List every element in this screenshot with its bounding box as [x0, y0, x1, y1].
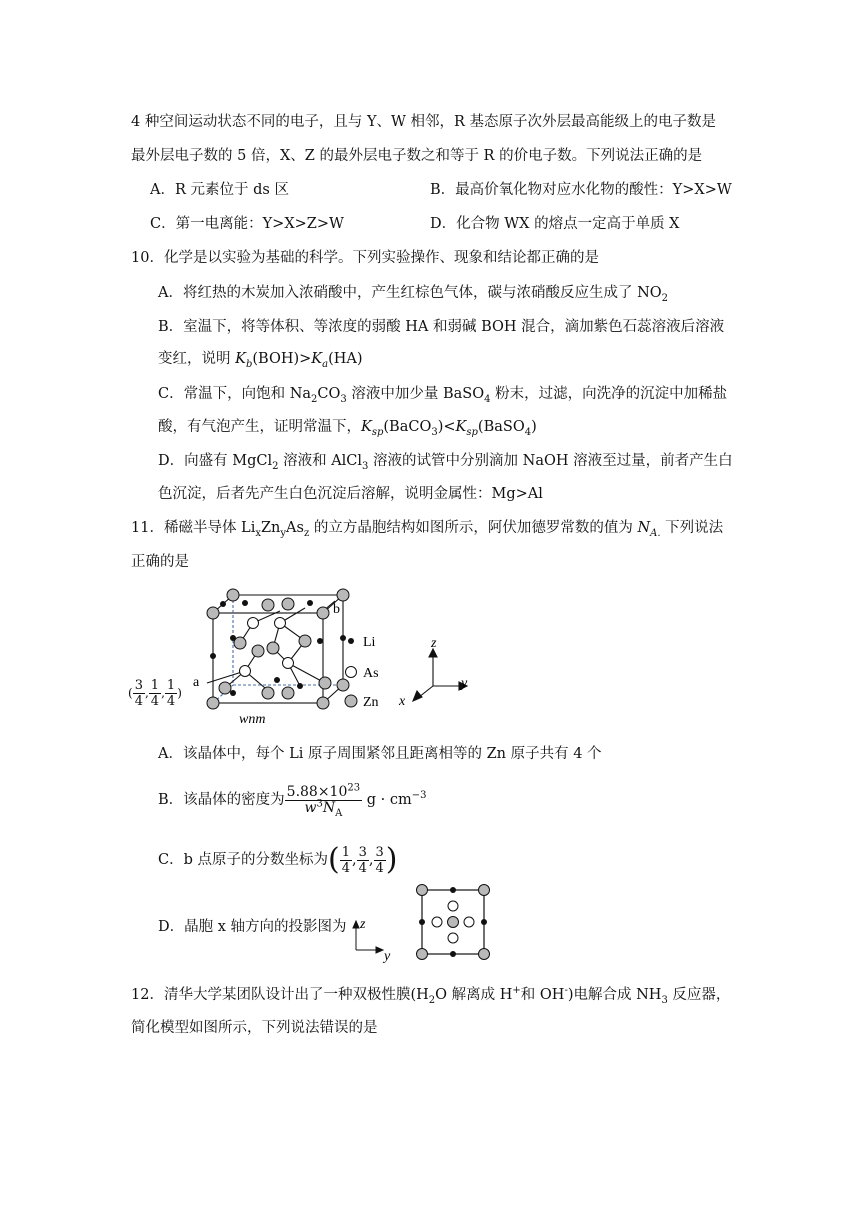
axis-x: x: [399, 694, 406, 709]
projection-diagram: [408, 882, 498, 966]
coord-a: ( $\frac{3}{4}$ , $\frac{1}{4}$ , $\frac{1}{4}$ ): [128, 678, 182, 709]
legend-zn: Zn: [363, 695, 379, 710]
q9-line1: 4 种空间运动状态不同的电子，且与 Y、W 相邻，R 基态原子次外层最高能级上的电子数是: [131, 114, 717, 130]
q10-option-b-line2: 变红，说明 $K_b(BOH)>K_a(HA)$: [158, 351, 363, 370]
q12-line2: 简化模型如图所示，下列说法错误的是: [131, 1020, 378, 1036]
label-a: a: [193, 675, 200, 690]
q11-stem-line1: 11．稀磁半导体 $Li_xZn_yAs_z$ 的立方晶胞结构如图所示，阿伏加德罗常数的值为 $N_{A.}$ 下列说法: [131, 520, 724, 539]
q10-option-b-line1: B．室温下，将等体积、等浓度的弱酸 HA 和弱碱 BOH 混合，滴加紫色石蕊溶液后溶液: [158, 319, 725, 335]
legend-as: As: [363, 666, 379, 681]
q9-option-d: D．化合物 WX 的熔点一定高于单质 X: [430, 216, 680, 232]
q9-option-c: C．第一电离能：Y>X>Z>W: [150, 216, 344, 232]
q10-stem: 10．化学是以实验为基础的科学。下列实验操作、现象和结论都正确的是: [131, 250, 599, 266]
q11-stem-line2: 正确的是: [131, 554, 189, 570]
label-b: b: [333, 602, 340, 617]
q11-option-b: B．该晶体的密度为 $\frac{5.88\times 10^{23}}{w^3N_A}$ $g \cdot cm^{-3}$: [158, 781, 427, 819]
proj-axis-y: y: [384, 949, 391, 964]
q9-option-a: A．R 元素位于 ds 区: [150, 182, 289, 198]
q10-option-a: A．将红热的木炭加入浓硝酸中，产生红棕色气体，碳与浓硝酸反应生成了 $NO_2$: [158, 285, 669, 304]
q10-option-d-line1: D．向盛有 MgCl$_2$ 溶液和 AlCl$_3$ 溶液的试管中分别滴加 NaOH 溶液至过量，前者产生白: [158, 453, 733, 472]
projection-axes: [348, 914, 398, 964]
q11-option-d: D．晶胞 x 轴方向的投影图为: [158, 919, 347, 935]
axis-z: z: [431, 636, 437, 651]
proj-axis-z: z: [360, 917, 366, 932]
q11-option-c: C．b 点原子的分数坐标为( $\frac{1}{4}$ , $\frac{3}{4}$ , $\frac{3}{4}$ ): [158, 842, 398, 877]
q10-option-d-line2: 色沉淀，后者先产生白色沉淀后溶解，说明金属性：Mg>Al: [158, 486, 543, 502]
edge-length-label: wnm: [239, 712, 266, 727]
q9-line2: 最外层电子数的 5 倍，X、Z 的最外层电子数之和等于 R 的价电子数。下列说法正确的是: [131, 148, 703, 164]
legend-li: Li: [363, 635, 376, 650]
axis-y: y: [461, 676, 468, 691]
q10-option-c-line2: 酸，有气泡产生，证明常温下，$K_{sp}(BaCO_3)<K_{sp}(BaSO_4)$: [158, 419, 537, 438]
q10-option-c-line1: C．常温下，向饱和 $Na_2CO_3$ 溶液中加少量 BaSO$_4$ 粉末，过滤，向洗净的沉淀中加稀盐: [158, 386, 728, 405]
q9-option-b: B．最高价氧化物对应水化物的酸性：Y>X>W: [430, 182, 732, 198]
q12-line1: 12．清华大学某团队设计出了一种双极性膜($H_2O$ 解离成 H+和 OH-)电解合成 $NH_3$ 反应器，: [131, 985, 731, 1006]
q11-option-a: A．该晶体中，每个 Li 原子周围紧邻且距离相等的 Zn 原子共有 4 个: [158, 746, 602, 762]
